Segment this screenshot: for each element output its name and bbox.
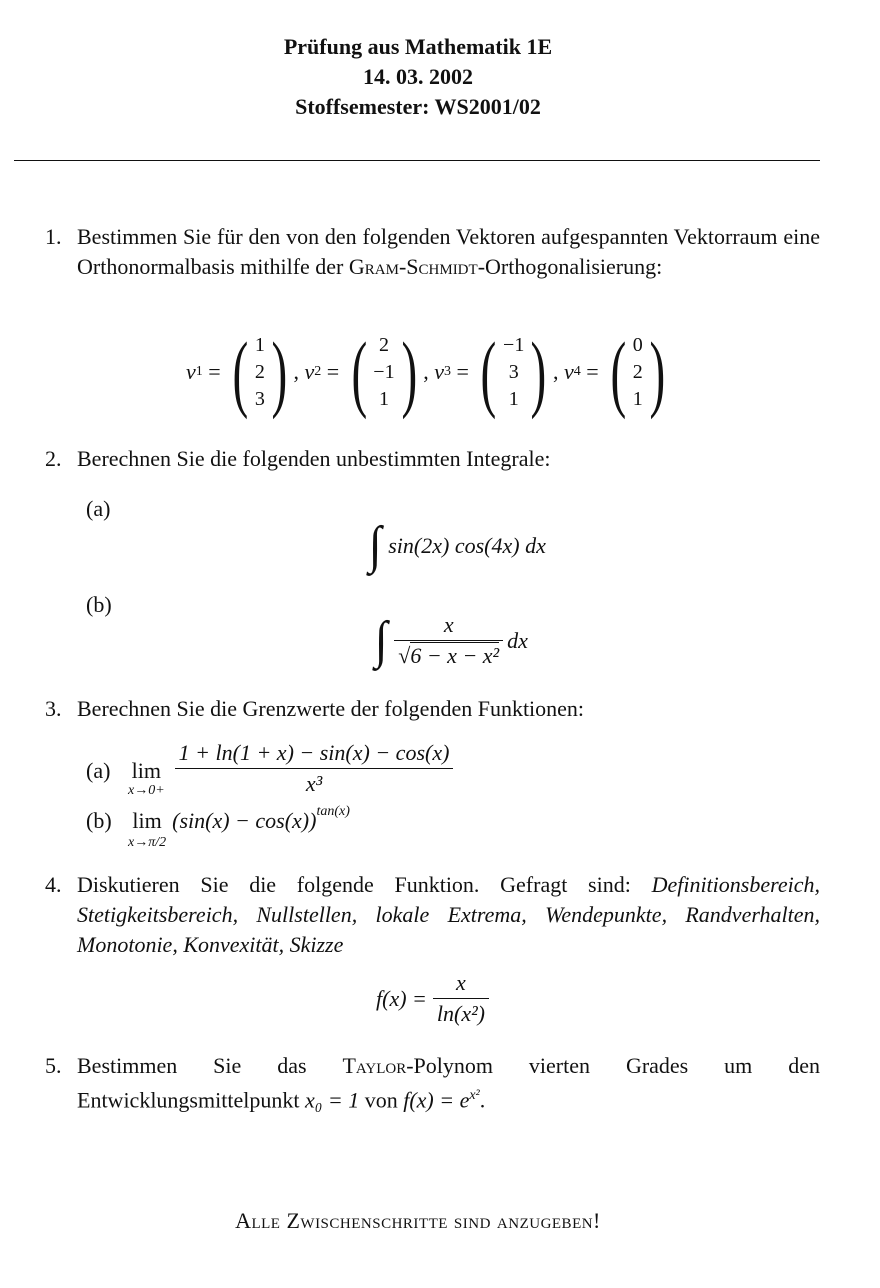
q5-text-a: Bestimmen Sie das bbox=[77, 1053, 307, 1078]
integral-sign-icon: ∫ bbox=[368, 517, 382, 574]
q3a-lim-sub: x→0+ bbox=[128, 783, 165, 798]
q4-text bbox=[77, 870, 820, 960]
vector-v2: ( 2 −1 1 ) bbox=[351, 324, 417, 420]
q5-von: von bbox=[364, 1087, 398, 1113]
q5-x0: x₀ = 1 bbox=[304, 1087, 360, 1113]
q2-number: 2. bbox=[45, 446, 62, 471]
q1-text bbox=[77, 222, 820, 282]
q3b-exponent: tan(x) bbox=[316, 804, 350, 819]
exam-date: 14. 03. 2002 bbox=[363, 64, 473, 89]
q3a-fraction: $\frac{1 + \ln(1 + x) - \sin(x) - \cos(x)}{\text{x³}}$ bbox=[175, 740, 454, 797]
q1-text-a: Bestimmen Sie für den von den folgenden Vektoren aufgespannten Vektorraum eine Orthonormalbasis mithilfe der bbox=[77, 224, 820, 279]
q3b-label: (b) bbox=[86, 808, 112, 833]
q3-text: Berechnen Sie die Grenzwerte der folgenden Funktionen: bbox=[77, 696, 585, 721]
q4-fraction: $\frac{x}{\text{ln(x²)}}$ bbox=[433, 970, 489, 1027]
q1-number: 1. bbox=[45, 224, 62, 249]
q2a-integral bbox=[368, 517, 546, 574]
q5-number: 5. bbox=[45, 1053, 62, 1078]
q2b-integral bbox=[374, 612, 528, 669]
exam-semester: Stoffsemester: WS2001/02 bbox=[295, 94, 541, 119]
q5-text: Bestimmen Sie das Taylor-Polynom vierten Grades um den Entwicklungsmittelpunkt x₀ = 1 von $f(x) = e^{x^2}$. bbox=[77, 1053, 820, 1113]
header-divider bbox=[14, 160, 820, 161]
q3a-limit: lim x→0+ $\frac{1 + \ln(1 + x) - \sin(x) - \cos(x)}{\text{x³}}$ bbox=[128, 738, 453, 798]
exam-title: Prüfung aus Mathematik 1E bbox=[283, 34, 553, 59]
q2b-dx: dx bbox=[507, 627, 528, 653]
vector-v4: ( 0 2 1 ) bbox=[610, 324, 665, 420]
q1-vectors: v 1 = ( 1 2 3 ) , v 2 = ( 2 −1 1 ) , v 3 = ( −1 3 1 ) , v 4 = ( 0 2 1 ) bbox=[186, 326, 671, 418]
q5-fx-exp: x² bbox=[469, 1088, 480, 1103]
q5-taylor: Taylor bbox=[342, 1053, 407, 1078]
q5-text-b: -Polynom vierten Grades um den Entwicklungsmittelpunkt bbox=[77, 1053, 820, 1113]
q1-text-b: -Orthogonalisierung: bbox=[477, 254, 663, 279]
q3-number: 3. bbox=[45, 696, 62, 721]
q4-number: 4. bbox=[45, 872, 62, 897]
q1-gram-schmidt: Gram-Schmidt bbox=[348, 254, 478, 279]
q2-text: Berechnen Sie die folgenden unbestimmten Integrale: bbox=[77, 446, 551, 471]
q3a-label: (a) bbox=[86, 758, 111, 783]
q4-text-plain: Diskutieren Sie die folgende Funktion. Gefragt sind: bbox=[77, 872, 631, 897]
q3b-lim-sub: x→π/2 bbox=[128, 835, 167, 850]
q4-lhs: f(x) = bbox=[376, 985, 427, 1011]
q3b-limit: lim x→π/2 (sin(x) − cos(x)) $^{tan(x)}$ bbox=[128, 804, 350, 850]
footer-note: Alle Zwischenschritte sind anzugeben! bbox=[235, 1208, 601, 1233]
q2b-label: (b) bbox=[86, 592, 112, 617]
q2a-integrand: sin(2x) cos(4x) dx bbox=[388, 533, 546, 558]
vector-v1: ( 1 2 3 ) bbox=[232, 324, 288, 420]
q4-topics: Definitionsbereich, Stetigkeitsbereich, Nullstellen, lokale Extrema, Wendepunkte, Randverhalten, Monotonie, Konvexität, Skizze bbox=[77, 872, 820, 957]
q2a-label: (a) bbox=[86, 496, 111, 521]
q5-fx: f(x) = e bbox=[403, 1087, 470, 1113]
vector-v3: ( −1 3 1 ) bbox=[480, 324, 547, 420]
q2b-fraction: $\frac{x}{\text{√6 − x − x²}}$ bbox=[394, 612, 503, 669]
integral-sign-icon: ∫ bbox=[374, 611, 388, 669]
q3b-expr: (sin(x) − cos(x)) bbox=[172, 808, 317, 833]
q4-function bbox=[376, 970, 489, 1027]
